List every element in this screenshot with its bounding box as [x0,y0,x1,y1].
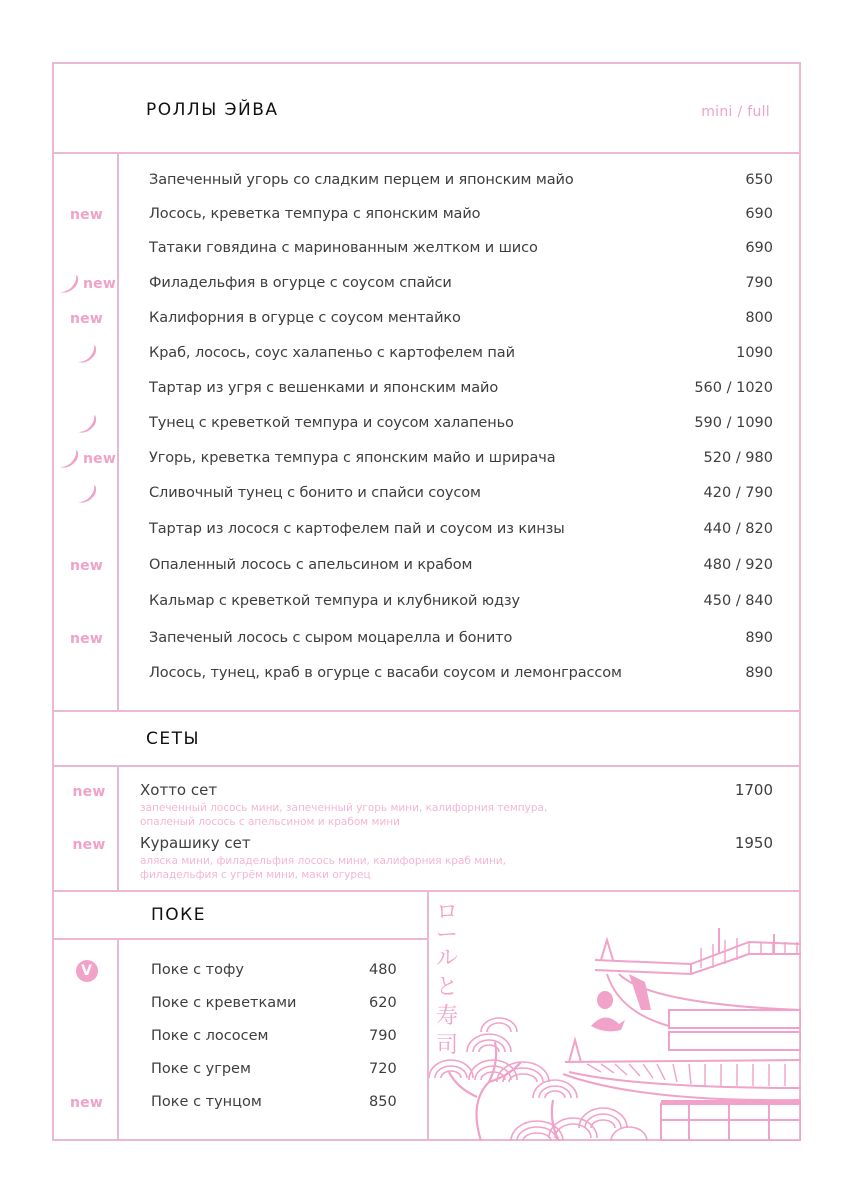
new-badge: new [83,276,116,292]
item-marker [54,553,119,579]
menu-item-row [54,446,803,472]
item-price: 790 [745,275,773,291]
item-price: 650 [745,172,773,188]
chili-pepper-icon [75,412,99,436]
item-price: 1090 [736,345,773,361]
menu-item-row [54,661,803,687]
poke-item-row [54,958,429,984]
item-marker [54,1090,119,1116]
menu-item-row [54,306,803,332]
item-marker [54,446,119,472]
new-badge: new [72,784,106,800]
menu-item-row [54,236,803,262]
poke-price: 620 [369,995,397,1011]
item-price: 590 / 1090 [694,415,773,431]
menu-item-row [54,553,803,579]
poke-item-row [54,991,429,1017]
poke-section-title: ПОКЕ [151,905,206,925]
menu-item-row [54,517,803,543]
new-badge: new [70,1095,103,1111]
item-marker [54,168,119,194]
item-name: Татаки говядина с маринованным желтком и шисо [149,240,538,256]
item-name: Лосось, креветка темпура с японским майо [149,206,481,222]
divider [54,938,429,940]
item-price: 520 / 980 [703,450,773,466]
item-marker [54,376,119,402]
set-price: 1700 [734,781,773,799]
poke-name: Поке с тунцом [151,1094,262,1110]
item-price: 420 / 790 [703,485,773,501]
item-name: Запеченный угорь со сладким перцем и японским майо [149,172,574,188]
item-price: 890 [745,630,773,646]
set-name: Хотто сет [140,781,218,799]
new-badge: new [70,207,103,223]
item-marker [54,661,119,687]
item-name: Кальмар с креветкой темпура и клубникой юдзу [149,593,521,609]
chili-pepper-icon [57,272,81,296]
item-name: Угорь, креветка темпура с японским майо и шрирача [149,450,556,466]
new-badge: new [70,631,103,647]
divider [54,152,801,154]
item-marker [54,589,119,615]
item-marker [54,306,119,332]
poke-price: 480 [369,962,397,978]
item-price: 890 [745,665,773,681]
item-price: 480 / 920 [703,557,773,573]
poke-price: 850 [369,1094,397,1110]
menu-item-row [54,202,803,228]
item-name: Калифорния в огурце с соусом ментайко [149,310,461,326]
item-name: Тартар из угря с вешенками и японским майо [149,380,499,396]
poke-name: Поке с угрем [151,1061,251,1077]
menu-item-row [54,411,803,437]
item-marker [54,958,119,984]
item-price: 560 / 1020 [694,380,773,396]
chili-pepper-icon [75,482,99,506]
pagoda-illustration [429,892,801,1141]
menu-item-row [54,341,803,367]
menu-item-row [54,589,803,615]
set-price: 1950 [734,834,773,852]
poke-item-row [54,1057,429,1083]
japanese-vertical-text: ロ ー ル と 寿 司 [435,900,458,1058]
item-price: 800 [745,310,773,326]
item-marker [54,1024,119,1050]
new-badge: new [70,311,103,327]
poke-name: Поке с креветками [151,995,297,1011]
item-marker [54,517,119,543]
poke-name: Поке с лососем [151,1028,269,1044]
size-unit-label: mini / full [701,104,770,120]
set-name: Курашику сет [140,834,251,852]
set-description: запеченный лосось мини, запеченный угорь мини, калифорния темпура, опаленый лосось с апельсином и крабом мини [140,802,548,828]
item-marker [54,236,119,262]
item-price: 450 / 840 [703,593,773,609]
pagoda-icon [429,892,801,1141]
divider [54,710,801,712]
poke-name: Поке с тофу [151,962,244,978]
item-name: Филадельфия в огурце с соусом спайси [149,275,452,291]
item-price: 690 [745,240,773,256]
chili-pepper-icon [57,447,81,471]
item-name: Краб, лосось, соус халапеньо с картофелем пай [149,345,515,361]
item-marker [54,991,119,1017]
poke-item-row [54,1024,429,1050]
item-price: 440 / 820 [703,521,773,537]
poke-price: 790 [369,1028,397,1044]
menu-page [52,62,801,1141]
menu-item-row [54,376,803,402]
rolls-section-title: РОЛЛЫ ЭЙВА [146,100,279,120]
item-name: Тунец с креветкой темпура и соусом халапеньо [149,415,514,431]
item-marker [54,271,119,297]
new-badge: new [72,837,106,853]
vegan-icon: V [76,960,98,982]
poke-price: 720 [369,1061,397,1077]
menu-item-row [54,271,803,297]
item-marker [54,481,119,507]
sets-section-title: СЕТЫ [146,729,200,749]
item-name: Опаленный лосось с апельсином и крабом [149,557,473,573]
new-badge: new [83,451,116,467]
item-name: Сливочный тунец с бонито и спайси соусом [149,485,481,501]
menu-item-row [54,168,803,194]
poke-item-row [54,1090,429,1116]
new-badge: new [70,558,103,574]
menu-item-row [54,626,803,652]
item-name: Лосось, тунец, краб в огурце с васаби соусом и лемонграссом [149,665,622,681]
divider [54,765,801,767]
menu-item-row [54,481,803,507]
item-price: 690 [745,206,773,222]
item-name: Тартар из лосося с картофелем пай и соусом из кинзы [149,521,565,537]
item-marker [54,202,119,228]
item-name: Запеченый лосось с сыром моцарелла и бонито [149,630,513,646]
chili-pepper-icon [75,342,99,366]
set-description: аляска мини, филадельфия лосось мини, калифорния краб мини, филадельфия с угрём мини, маки огурец [140,855,506,881]
item-marker [54,626,119,652]
item-marker [54,1057,119,1083]
item-marker [54,411,119,437]
item-marker [54,341,119,367]
